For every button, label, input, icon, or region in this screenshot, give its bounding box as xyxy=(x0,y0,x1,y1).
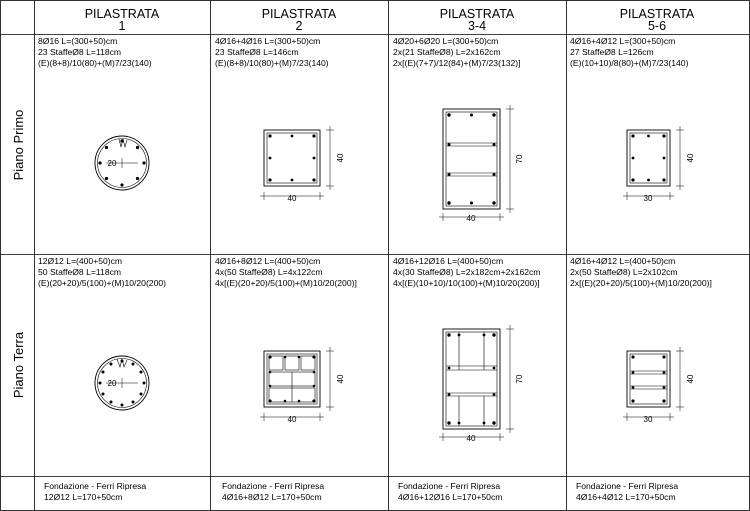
diameter-label: 20 xyxy=(107,379,117,388)
width-label: 30 xyxy=(643,415,653,424)
dimension-horizontal xyxy=(260,413,324,424)
rebar-group xyxy=(631,355,665,402)
spec-block-primo-1 xyxy=(38,36,152,68)
spec-line: (E)(20+20)/5(100)+(M)10/20(200) xyxy=(38,278,167,288)
header-number: 2 xyxy=(295,19,303,33)
header-number: 3-4 xyxy=(467,19,487,33)
fondazione-title: Fondazione - Ferri Ripresa xyxy=(576,481,679,491)
header-title: PILASTRATA xyxy=(439,7,515,21)
section-circular-primo-1 xyxy=(95,136,149,190)
spec-line: 4Ø16+4Ø12 L=(300+50)cm xyxy=(570,36,676,46)
floor-label-primo: Piano Primo xyxy=(11,109,26,181)
header-pilastrata-1 xyxy=(85,7,160,33)
dimension-vertical xyxy=(506,325,524,433)
dimension-horizontal xyxy=(439,213,504,223)
spec-line: 2x(21 StaffeØ8) L=2x162cm xyxy=(393,47,501,57)
spec-block-terra-3-4 xyxy=(393,256,540,288)
section-square-primo-2 xyxy=(260,126,345,203)
height-label: 70 xyxy=(515,154,524,164)
spec-block-terra-5-6 xyxy=(570,256,712,288)
spec-line: 4x(50 StaffeØ8) L=4x122cm xyxy=(215,267,323,277)
section-rect-terra-5-6 xyxy=(623,347,695,424)
spec-line: 4x[(E)(10+10)/10(100)+(M)10/20(200)] xyxy=(393,278,540,288)
spec-line: (E)(10+10)/8(80)+(M)7/23(140) xyxy=(570,58,689,68)
spec-line: 4Ø16+8Ø12 L=(400+50)cm xyxy=(215,256,321,266)
fondazione-cell-2 xyxy=(222,481,324,502)
rebar-group xyxy=(631,134,665,181)
spec-line: (E)(8+8)/10(80)+(M)7/23(140) xyxy=(38,58,152,68)
rebar xyxy=(105,146,108,149)
section-rect-terra-3-4 xyxy=(439,325,524,443)
fondazione-title: Fondazione - Ferri Ripresa xyxy=(398,481,501,491)
dimension-horizontal xyxy=(439,433,504,443)
spec-block-primo-3-4 xyxy=(393,36,521,68)
rebar xyxy=(136,177,139,180)
rebar xyxy=(120,183,123,186)
width-label: 30 xyxy=(643,194,653,203)
spec-line: 4Ø16+12Ø16 L=(400+50)cm xyxy=(393,256,504,266)
dimension-vertical xyxy=(326,347,345,411)
height-label: 40 xyxy=(686,374,695,384)
rebar-group xyxy=(268,134,315,181)
header-number: 5-6 xyxy=(647,19,667,33)
dimension-vertical xyxy=(676,347,695,411)
fondazione-bars: 4Ø16+8Ø12 L=170+50cm xyxy=(222,492,322,502)
spec-line: 27 StaffeØ8 L=126cm xyxy=(570,47,654,57)
spec-line: 2x[(E)(7+7)/12(84)+(M)7/23(132)] xyxy=(393,58,521,68)
fondazione-cell-5-6 xyxy=(576,481,678,502)
width-label: 40 xyxy=(287,194,297,203)
header-number: 1 xyxy=(118,19,126,33)
spec-block-primo-2 xyxy=(215,36,329,68)
fondazione-row xyxy=(44,481,678,502)
spec-line: 4Ø20+6Ø20 L=(300+50)cm xyxy=(393,36,499,46)
fondazione-title: Fondazione - Ferri Ripresa xyxy=(44,481,147,491)
dimension-horizontal xyxy=(260,192,324,203)
terra-specs xyxy=(38,256,712,288)
spec-line: 12Ø12 L=(400+50)cm xyxy=(38,256,123,266)
rebar xyxy=(136,146,139,149)
header-pilastrata-3-4 xyxy=(440,7,515,33)
header-title: PILASTRATA xyxy=(261,7,337,21)
spec-line: 50 StaffeØ8 L=118cm xyxy=(38,267,122,277)
dimension-vertical xyxy=(506,105,524,213)
spec-line: 4Ø16+4Ø12 L=(400+50)cm xyxy=(570,256,676,266)
rebar xyxy=(120,139,123,142)
primo-specs xyxy=(38,36,689,68)
spec-line: 2x[(E)(20+20)/5(100)+(M)10/20(200)] xyxy=(570,278,712,288)
spec-block-primo-5-6 xyxy=(570,36,689,68)
header-pilastrata-5-6 xyxy=(620,7,695,33)
spec-line: 23 StaffeØ8 L=146cm xyxy=(215,47,299,57)
dimension-vertical xyxy=(676,126,695,190)
fondazione-title: Fondazione - Ferri Ripresa xyxy=(222,481,325,491)
width-label: 40 xyxy=(466,214,476,223)
diameter-label: 20 xyxy=(107,159,117,168)
section-rect-primo-5-6 xyxy=(623,126,695,203)
rebar xyxy=(142,161,145,164)
dimension-horizontal xyxy=(623,413,674,424)
dimension-horizontal xyxy=(623,192,674,203)
spec-block-terra-1 xyxy=(38,256,166,288)
fondazione-cell-1 xyxy=(44,481,146,502)
section-rect-primo-3-4 xyxy=(439,105,524,223)
section-square-terra-2 xyxy=(260,347,345,424)
floor-label-terra: Piano Terra xyxy=(11,331,26,399)
height-label: 40 xyxy=(336,374,345,384)
dimension-vertical xyxy=(326,126,345,190)
width-label: 40 xyxy=(466,434,476,443)
spec-line: 8Ø16 L=(300+50)cm xyxy=(38,36,118,46)
height-label: 70 xyxy=(515,374,524,384)
rebar-group xyxy=(447,333,495,424)
spec-line: 2x(50 StaffeØ8) L=2x102cm xyxy=(570,267,678,277)
fondazione-bars: 4Ø16+12Ø16 L=170+50cm xyxy=(398,492,503,502)
height-label: 40 xyxy=(686,153,695,163)
rebar-group xyxy=(447,113,495,204)
rebar xyxy=(98,161,101,164)
spec-line: 4Ø16+4Ø16 L=(300+50)cm xyxy=(215,36,321,46)
spec-line: (E)(8+8)/10(80)+(M)7/23(140) xyxy=(215,58,329,68)
fondazione-cell-3-4 xyxy=(398,481,502,502)
width-label: 40 xyxy=(287,415,297,424)
section-circular-terra-1 xyxy=(95,356,149,410)
height-label: 40 xyxy=(336,153,345,163)
column-headers xyxy=(85,7,695,33)
spec-line: 4x(30 StaffeØ8) L=2x182cm+2x162cm xyxy=(393,267,541,277)
spec-line: 4x[(E)(20+20)/5(100)+(M)10/20(200)] xyxy=(215,278,357,288)
spec-line: 23 StaffeØ8 L=118cm xyxy=(38,47,122,57)
header-pilastrata-2 xyxy=(262,7,337,33)
header-title: PILASTRATA xyxy=(619,7,695,21)
fondazione-bars: 12Ø12 L=170+50cm xyxy=(44,492,123,502)
fondazione-bars: 4Ø16+4Ø12 L=170+50cm xyxy=(576,492,676,502)
rebar xyxy=(105,177,108,180)
spec-block-terra-2 xyxy=(215,256,357,288)
header-title: PILASTRATA xyxy=(84,7,160,21)
